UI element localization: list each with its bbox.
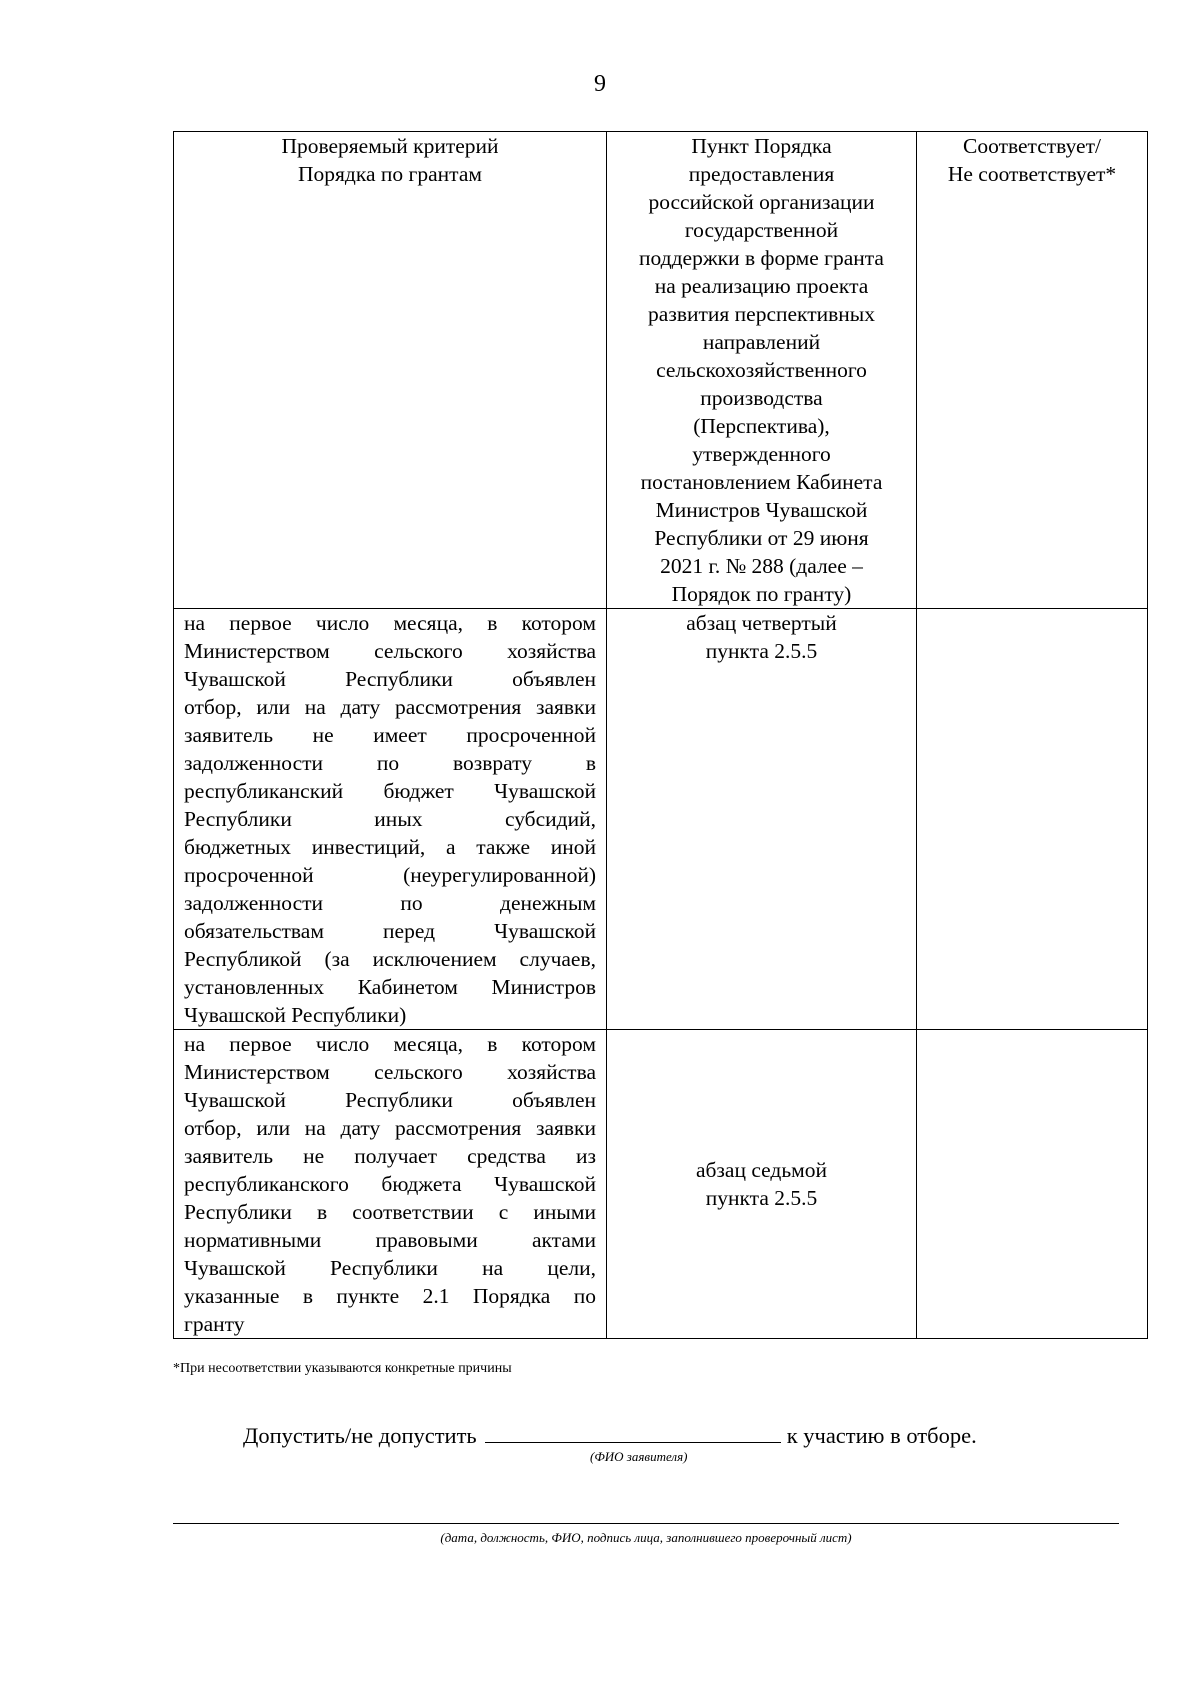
header-clause-line: Порядок по гранту) — [671, 582, 852, 606]
header-criterion-line: Порядка по грантам — [298, 162, 482, 186]
criterion-cell — [174, 1030, 607, 1339]
header-clause-line: Министров Чувашской — [655, 498, 868, 522]
page-number: 9 — [594, 71, 606, 97]
criterion-line: отбор, или на дату рассмотрения заявки — [184, 1116, 596, 1140]
criterion-line: Чувашской Республики объявлен — [184, 667, 596, 691]
criterion-line: на первое число месяца, в котором — [184, 1032, 596, 1056]
header-clause-line: производства — [700, 386, 823, 410]
signature-caption: (дата, должность, ФИО, подпись лица, заполнившего проверочный лист) — [440, 1530, 852, 1545]
header-clause-line: российской организации — [648, 190, 875, 214]
criterion-line: Республики иных субсидий, — [184, 807, 596, 831]
clause-cell — [607, 609, 917, 1030]
admit-prefix: Допустить/не допустить — [243, 1423, 477, 1448]
header-clause-line: сельскохозяйственного — [656, 358, 867, 382]
header-clause-line: предоставления — [688, 162, 835, 186]
header-clause — [607, 132, 917, 609]
header-clause-line: Пункт Порядка — [691, 134, 832, 158]
criterion-line: Министерством сельского хозяйства — [184, 639, 596, 663]
header-criterion — [174, 132, 607, 609]
criterion-line: гранту — [184, 1312, 245, 1336]
header-compliance-line: Соответствует/ — [963, 134, 1101, 158]
header-clause-line: государственной — [684, 218, 839, 242]
header-clause-line: 2021 г. № 288 (далее – — [660, 554, 863, 578]
table-row — [174, 1030, 1148, 1339]
header-compliance — [917, 132, 1148, 609]
criterion-line: Чувашской Республики на цели, — [184, 1256, 596, 1280]
criterion-line: Чувашской Республики объявлен — [184, 1088, 596, 1112]
criterion-line: республиканского бюджета Чувашской — [184, 1172, 596, 1196]
clause-line: пункта 2.5.5 — [705, 1186, 818, 1210]
footnote: *При несоответствии указываются конкретные причины — [173, 1361, 512, 1376]
criterion-line: бюджетных инвестиций, а также иной — [184, 835, 596, 859]
criteria-table — [173, 131, 1148, 1339]
applicant-name-blank[interactable] — [485, 1420, 781, 1443]
clause-line: абзац четвертый — [686, 611, 837, 635]
criterion-line: задолженности по возврату в — [184, 751, 596, 775]
clause-line: абзац седьмой — [695, 1158, 828, 1182]
header-clause-line: постановлением Кабинета — [640, 470, 883, 494]
criterion-line: республиканский бюджет Чувашской — [184, 779, 596, 803]
criterion-line: Чувашской Республики) — [184, 1003, 407, 1027]
criterion-line: указанные в пункте 2.1 Порядка по — [184, 1284, 596, 1308]
criterion-line: на первое число месяца, в котором — [184, 611, 596, 635]
admission-line — [243, 1420, 977, 1450]
criterion-line: задолженности по денежным — [184, 891, 596, 915]
header-compliance-line: Не соответствует* — [947, 162, 1117, 186]
admit-suffix: к участию в отборе. — [786, 1423, 977, 1448]
criterion-line: обязательствам перед Чувашской — [184, 919, 596, 943]
criterion-line: заявитель не имеет просроченной — [184, 723, 596, 747]
header-clause-line: Республики от 29 июня — [654, 526, 869, 550]
criterion-line: Республикой (за исключением случаев, — [184, 947, 596, 971]
criterion-line: отбор, или на дату рассмотрения заявки — [184, 695, 596, 719]
criterion-line: установленных Кабинетом Министров — [184, 975, 596, 999]
clause-line: пункта 2.5.5 — [705, 639, 818, 663]
compliance-cell[interactable] — [917, 1030, 1148, 1339]
header-criterion-line: Проверяемый критерий — [281, 134, 499, 158]
table-header-row — [174, 132, 1148, 609]
header-clause-line: развития перспективных — [648, 302, 875, 326]
criterion-line: Министерством сельского хозяйства — [184, 1060, 596, 1084]
criterion-line: заявитель не получает средства из — [184, 1144, 596, 1168]
criterion-line: нормативными правовыми актами — [184, 1228, 596, 1252]
header-clause-line: на реализацию проекта — [654, 274, 869, 298]
table-row — [174, 609, 1148, 1030]
signature-line[interactable] — [173, 1523, 1119, 1524]
criterion-line: просроченной (неурегулированной) — [184, 863, 596, 887]
criterion-line: Республики в соответствии с иными — [184, 1200, 596, 1224]
clause-cell — [607, 1030, 917, 1339]
header-clause-line: (Перспектива), — [693, 414, 830, 438]
criterion-cell — [174, 609, 607, 1030]
applicant-name-caption: (ФИО заявителя) — [590, 1449, 688, 1464]
header-clause-line: поддержки в форме гранта — [639, 246, 884, 270]
header-clause-line: утвержденного — [692, 442, 831, 466]
compliance-cell[interactable] — [917, 609, 1148, 1030]
header-clause-line: направлений — [702, 330, 821, 354]
